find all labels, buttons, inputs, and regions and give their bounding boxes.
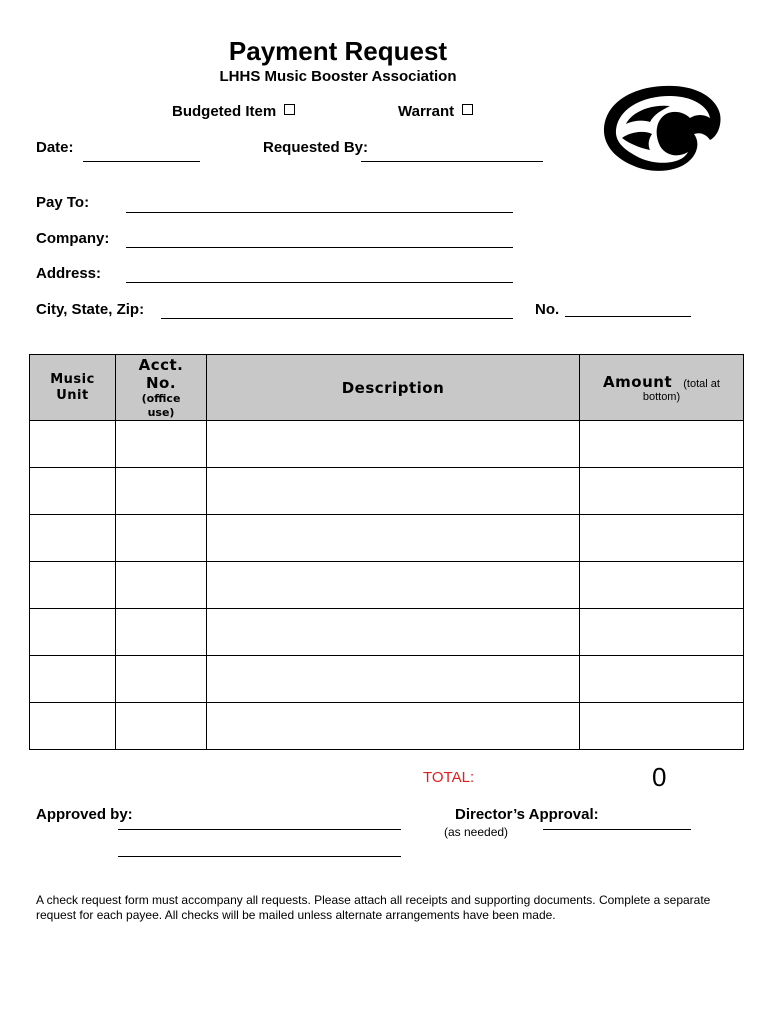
amount-cell[interactable] (580, 515, 744, 562)
music-unit-cell[interactable] (30, 609, 116, 656)
music-unit-cell[interactable] (30, 703, 116, 750)
acct-no-cell[interactable] (116, 609, 207, 656)
date-field[interactable] (83, 161, 200, 162)
music-unit-cell[interactable] (30, 468, 116, 515)
director-approval-note: (as needed) (444, 825, 509, 839)
company-field[interactable] (126, 247, 513, 248)
description-cell[interactable] (207, 421, 580, 468)
address-label: Address: (36, 265, 102, 282)
table-row (30, 562, 744, 609)
description-cell[interactable] (207, 562, 580, 609)
organization-name: LHHS Music Booster Association (219, 68, 457, 85)
table-row (30, 703, 744, 750)
requested-by-field[interactable] (361, 161, 543, 162)
approved-by-field-1[interactable] (118, 829, 401, 830)
description-cell[interactable] (207, 515, 580, 562)
acct-no-cell[interactable] (116, 515, 207, 562)
items-table (29, 354, 744, 750)
acct-no-cell[interactable] (116, 656, 207, 703)
header-description: Description (207, 355, 580, 421)
company-label: Company: (36, 230, 110, 247)
music-unit-cell[interactable] (30, 515, 116, 562)
table-row (30, 515, 744, 562)
director-approval-label: Director’s Approval: (455, 806, 599, 823)
total-value: 0 (652, 762, 667, 792)
table-row (30, 609, 744, 656)
table-row (30, 421, 744, 468)
warrant-label: Warrant (398, 103, 455, 120)
director-approval-field[interactable] (543, 829, 691, 830)
city-state-zip-label: City, State, Zip: (36, 301, 145, 318)
music-unit-cell[interactable] (30, 562, 116, 609)
table-header-row (30, 355, 744, 421)
warrant-option[interactable] (398, 103, 473, 120)
music-unit-cell[interactable] (30, 656, 116, 703)
header-music-unit: Music Unit (30, 355, 116, 421)
eagle-head-icon (600, 84, 722, 174)
amount-cell[interactable] (580, 609, 744, 656)
description-cell[interactable] (207, 468, 580, 515)
description-cell[interactable] (207, 703, 580, 750)
acct-no-cell[interactable] (116, 468, 207, 515)
acct-no-cell[interactable] (116, 421, 207, 468)
warrant-checkbox[interactable] (462, 104, 473, 115)
city-state-zip-field[interactable] (161, 318, 513, 319)
header-amount: Amount (total at bottom) (580, 355, 744, 421)
number-field[interactable] (565, 316, 691, 317)
description-cell[interactable] (207, 609, 580, 656)
date-label: Date: (36, 139, 74, 156)
requested-by-label: Requested By: (263, 139, 369, 156)
acct-no-cell[interactable] (116, 562, 207, 609)
page-title: Payment Request (228, 36, 448, 66)
table-row (30, 468, 744, 515)
amount-cell[interactable] (580, 562, 744, 609)
music-unit-cell[interactable] (30, 421, 116, 468)
description-cell[interactable] (207, 656, 580, 703)
approved-by-field-2[interactable] (118, 856, 401, 857)
address-field[interactable] (126, 282, 513, 283)
acct-no-cell[interactable] (116, 703, 207, 750)
header-acct-no: Acct. No. (office use) (116, 355, 207, 421)
table-row (30, 656, 744, 703)
footer-note: A check request form must accompany all requests. Please attach all receipts and supporting documents. Complete a separate request for each payee. All checks will be mailed unless alternate arrangements have been made. (36, 893, 711, 922)
amount-cell[interactable] (580, 656, 744, 703)
pay-to-label: Pay To: (36, 194, 90, 211)
amount-cell[interactable] (580, 421, 744, 468)
budgeted-item-option[interactable] (172, 103, 295, 120)
approved-by-label: Approved by: (36, 806, 133, 823)
total-label: TOTAL: (423, 769, 475, 786)
pay-to-field[interactable] (126, 212, 513, 213)
budgeted-item-checkbox[interactable] (284, 104, 295, 115)
amount-cell[interactable] (580, 703, 744, 750)
number-label: No. (535, 301, 560, 318)
amount-cell[interactable] (580, 468, 744, 515)
budgeted-item-label: Budgeted Item (172, 103, 277, 120)
